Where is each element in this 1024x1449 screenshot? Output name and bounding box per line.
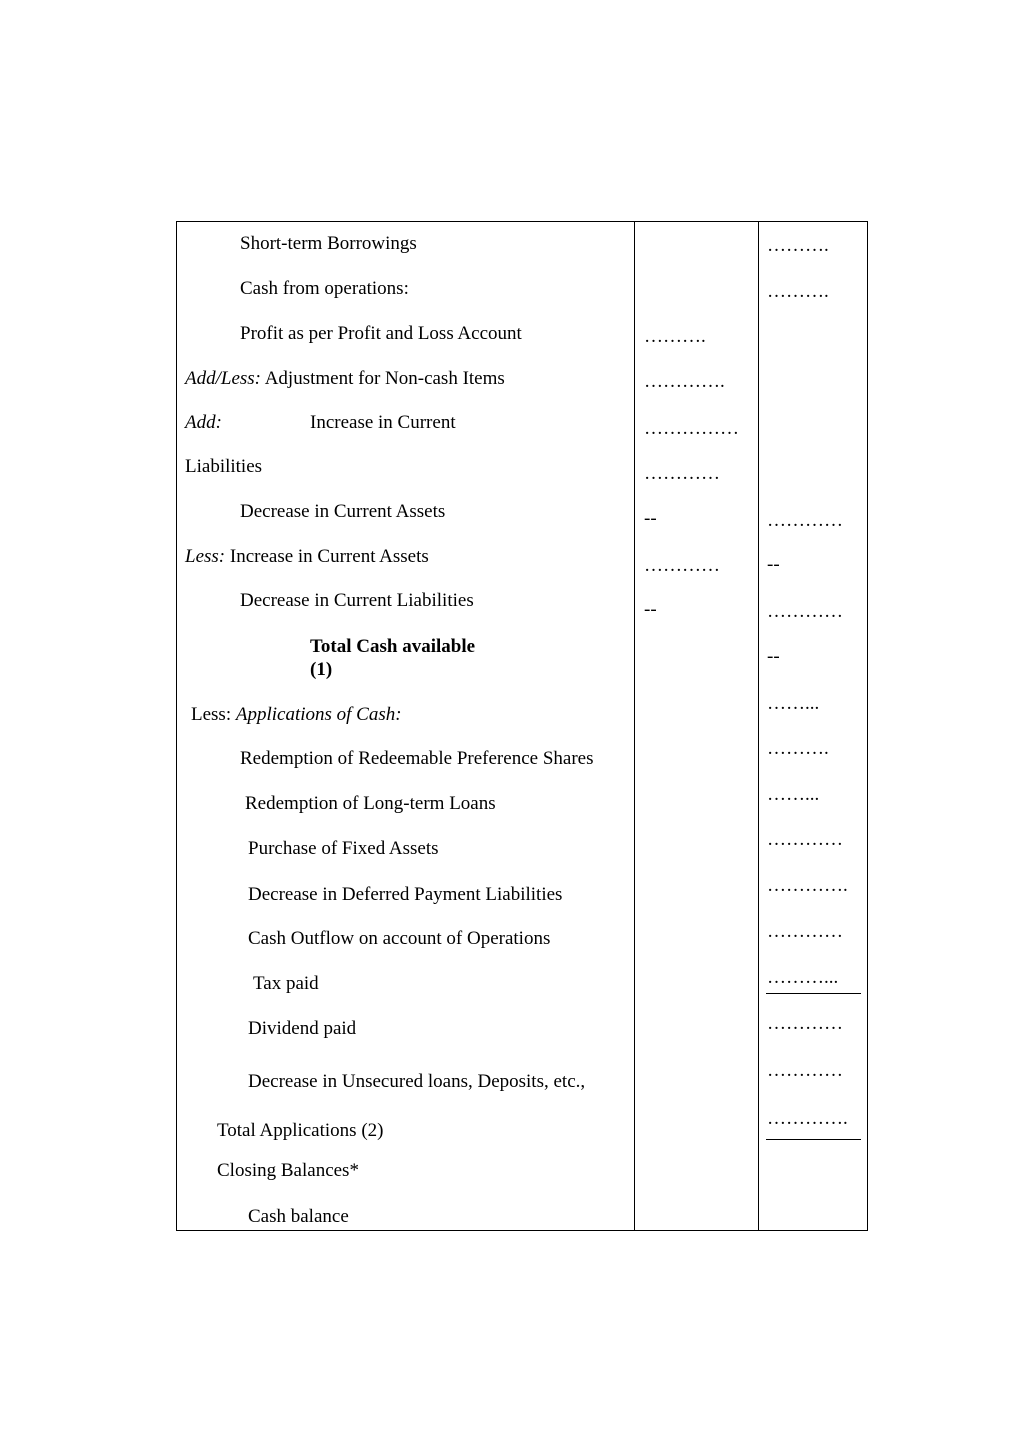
row-label-cash-balance: Cash balance	[248, 1206, 349, 1227]
row-label-redemption-preference-shares: Redemption of Redeemable Preference Shares	[240, 748, 594, 769]
row-label-decrease-in-current-liabilities: Decrease in Current Liabilities	[240, 590, 474, 611]
row-amount-col2: …………	[644, 463, 720, 484]
row-prefix: Less:	[185, 546, 226, 567]
row-amount-col3: ……….	[767, 281, 829, 302]
row-amount-col3: ………...	[767, 967, 839, 988]
row-amount-col2: --	[644, 508, 657, 529]
row-label-add-less-adjustment	[185, 368, 505, 390]
row-amount-col3: …………	[767, 921, 843, 942]
row-label-text: Increase in Current Assets	[229, 546, 429, 567]
column-divider-2	[758, 222, 759, 1230]
row-label-less-increase-in-current-assets	[185, 546, 429, 568]
row-amount-col3: ……….	[767, 738, 829, 759]
row-label-total-applications: Total Applications (2)	[217, 1120, 384, 1141]
row-amount-col2: ……….	[644, 326, 706, 347]
row-label-purchase-of-fixed-assets: Purchase of Fixed Assets	[248, 838, 439, 859]
row-amount-col2: …………	[644, 555, 720, 576]
row-label-cash-from-operations: Cash from operations:	[240, 278, 409, 299]
row-label-redemption-long-term-loans: Redemption of Long-term Loans	[245, 793, 496, 814]
row-amount-col3: ………….	[767, 1108, 848, 1129]
row-prefix-add: Add:	[185, 412, 222, 433]
row-label-profit-as-per-pl: Profit as per Profit and Loss Account	[240, 323, 522, 344]
row-amount-col3: …………	[767, 1060, 843, 1081]
row-label-decrease-unsecured-loans: Decrease in Unsecured loans, Deposits, etc.,	[248, 1071, 586, 1092]
row-amount-col2: ……………	[644, 418, 739, 439]
row-amount-col3: ……...	[767, 784, 820, 805]
row-amount-col3: --	[767, 554, 780, 575]
row-label-cash-outflow-operations: Cash Outflow on account of Operations	[248, 928, 551, 949]
row-amount-col3: …………	[767, 829, 843, 850]
row-amount-col3: …………	[767, 510, 843, 531]
row-amount-col3: …………	[767, 601, 843, 622]
row-amount-col2: ………….	[644, 371, 725, 392]
row-amount-col2: --	[644, 599, 657, 620]
row-amount-col3: …………	[767, 1013, 843, 1034]
row-label-dividend-paid: Dividend paid	[248, 1018, 357, 1039]
row-label-liabilities: Liabilities	[185, 456, 263, 477]
row-label-text: Applications of Cash:	[235, 704, 402, 725]
row-amount-col3: --	[767, 646, 780, 667]
row-label-total-cash-available: Total Cash available	[310, 636, 476, 657]
row-label-total-cash-available-number: (1)	[310, 659, 333, 680]
row-amount-col3: ……...	[767, 693, 820, 714]
row-prefix: Less:	[191, 704, 232, 725]
row-label-increase-in-current: Increase in Current	[310, 412, 456, 433]
row-label-closing-balances: Closing Balances*	[217, 1160, 359, 1181]
row-label-decrease-in-current-assets: Decrease in Current Assets	[240, 501, 446, 522]
row-label-text: Adjustment for Non-cash Items	[264, 368, 505, 389]
cash-flow-statement-table	[176, 221, 868, 1231]
row-label-less-applications-of-cash	[191, 704, 402, 726]
total-underline	[766, 1139, 861, 1140]
column-divider-1	[634, 222, 635, 1230]
row-prefix: Add/Less:	[185, 368, 261, 389]
row-amount-col3: ………….	[767, 875, 848, 896]
row-label-decrease-deferred-payment: Decrease in Deferred Payment Liabilities	[248, 884, 563, 905]
subtotal-underline	[766, 993, 861, 994]
row-label-short-term-borrowings: Short-term Borrowings	[240, 233, 417, 254]
row-amount-col3: ……….	[767, 235, 829, 256]
row-label-tax-paid: Tax paid	[253, 973, 319, 994]
